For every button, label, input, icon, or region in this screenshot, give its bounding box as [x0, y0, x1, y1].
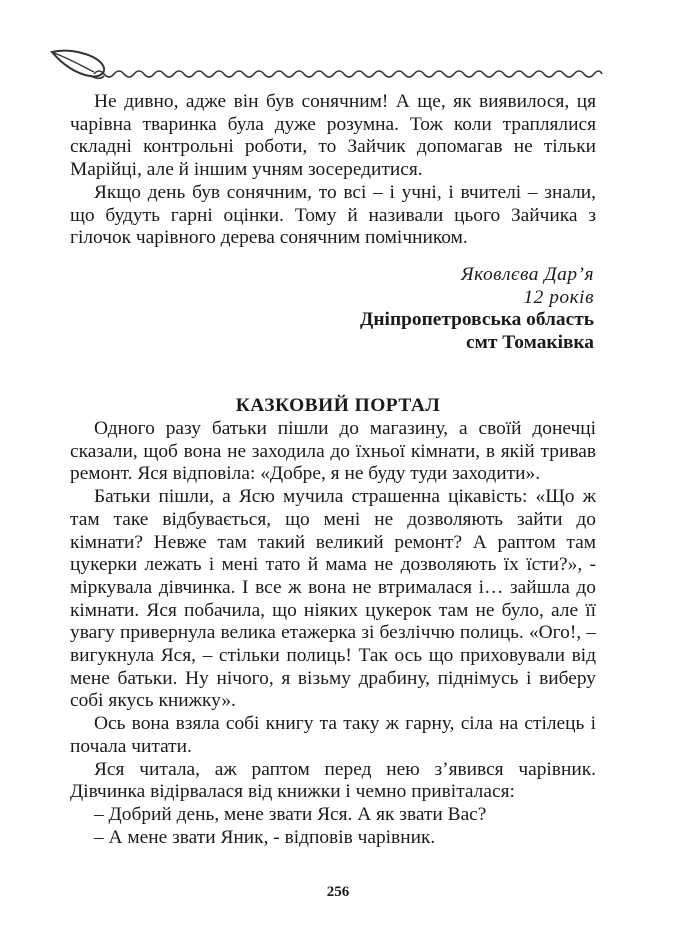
- paragraph: Якщо день був сонячним, то всі – і учні, і вчителі – знали, що будуть гарні оцінки. Тому й називали цього Зайчика з гілочок чарівного дерева сонячним помічником.: [70, 181, 596, 249]
- author-signature: [360, 264, 594, 355]
- story-body: [70, 418, 596, 849]
- author-region: Дніпропетровська область: [360, 309, 594, 331]
- paragraph: Яся читала, аж раптом перед нею з’явився чарівник. Дівчинка відірвалася від книжки і чемно привіталася:: [70, 758, 596, 803]
- paragraph: Не дивно, адже він був сонячним! А ще, як виявилося, ця чарівна тваринка була дуже розумна. Тож коли траплялися складні контрольні роботи, то Зайчик допомагав не тільки Марійці, але й іншим учням зосередитися.: [70, 91, 596, 181]
- quill-feather-wave-ornament-icon: [50, 44, 610, 86]
- paragraph: Одного разу батьки пішли до магазину, а своїй донечці сказали, щоб вона не заходила до їхньої кімнати, в якій тривав ремонт. Яся відповіла: «Добре, я не буду туди заходити».: [70, 418, 596, 485]
- page-number: 256: [326, 884, 350, 900]
- paragraph: Ось вона взяла собі книгу та таку ж гарну, сіла на стілець і почала читати.: [70, 713, 596, 757]
- dialog-line: – Добрий день, мене звати Яся. А як звати Вас?: [94, 803, 487, 825]
- author-name: Яковлєва Дар’я: [460, 264, 594, 285]
- author-age: 12 років: [523, 286, 594, 308]
- dialog: [70, 804, 596, 849]
- previous-story-ending: [70, 91, 596, 250]
- dialog-line: – А мене звати Яник, - відповів чарівник.: [94, 826, 436, 848]
- author-town: смт Томаківка: [466, 332, 594, 354]
- story-title: КАЗКОВИЙ ПОРТАЛ: [235, 395, 441, 416]
- paragraph: Батьки пішли, а Ясю мучила страшенна цікавість: «Що ж там таке відбувається, що мені не дозволяють зайти до кімнати? Невже там такий великий ремонт? А раптом там цукерки лежать і мені тато й мама не дозволяють їх їсти?», - міркувала дівчинка. І все ж вона не втрималася і… зайшла до кімнати. Яся побачила, що ніяких цукерок там не було, але її увагу привернула велика етажерка зі безліччю полиць. «Ого!, – вигукнула Яся, – стільки полиць! Так ось що приховували від мене батьки. Ну нічого, я візьму драбину, піднімусь і виберу собі якусь книжку».: [70, 486, 596, 712]
